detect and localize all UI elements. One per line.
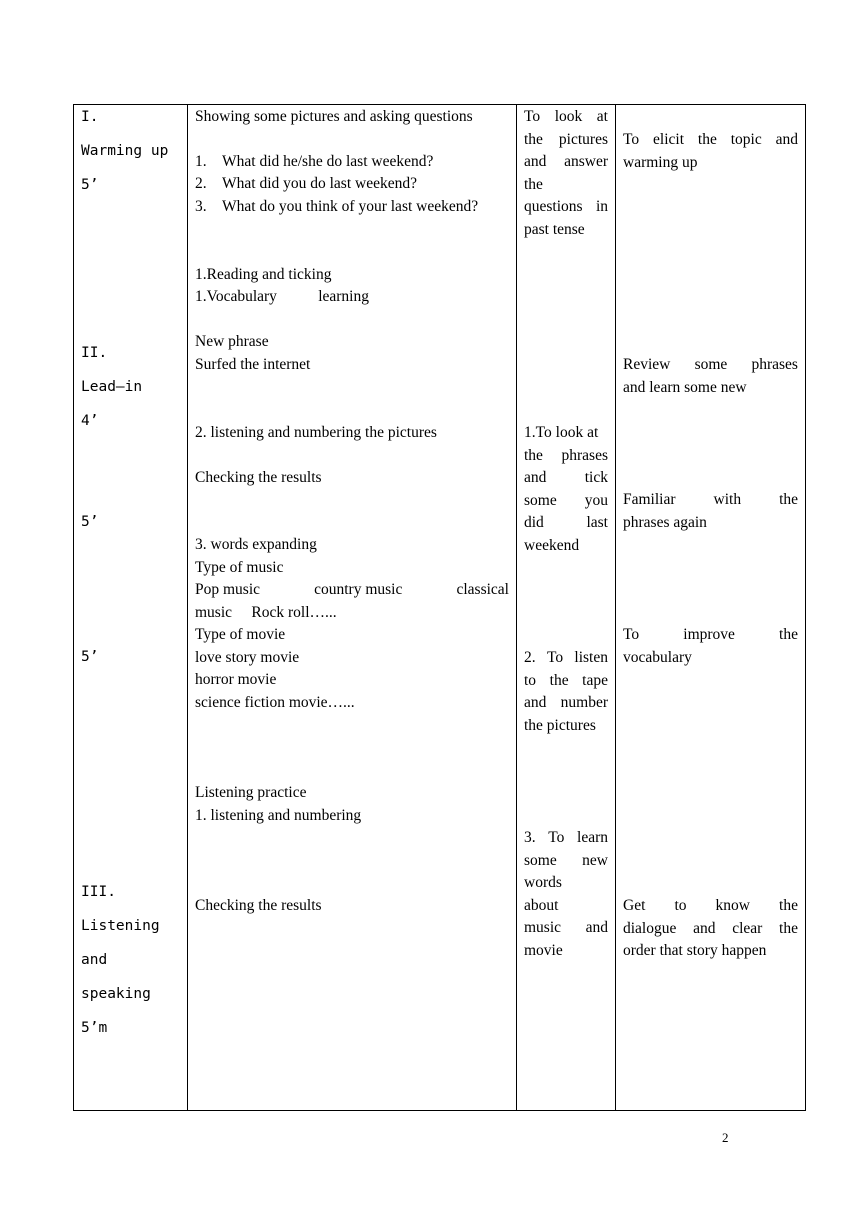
student-line-word: answer <box>564 153 608 170</box>
stage-number: I. <box>81 109 99 125</box>
purpose-line <box>623 512 798 535</box>
purpose-line-word: topic <box>730 131 762 148</box>
activity-item: New phrase <box>195 333 269 350</box>
purpose-line <box>623 129 798 152</box>
purpose-line-word: know <box>715 897 750 914</box>
activity-item: Type of movie <box>195 626 286 643</box>
student-line-word: some <box>524 851 557 869</box>
purpose-line-word: phrases again <box>623 513 707 531</box>
student-line <box>524 895 608 918</box>
student-line-word: and <box>524 694 547 711</box>
student-line <box>524 827 608 850</box>
activity-word: classical <box>456 581 509 598</box>
student-line <box>524 917 608 940</box>
purpose-line-word: and <box>693 919 716 937</box>
student-line <box>524 872 608 895</box>
activity-word: 1.Vocabulary <box>195 288 277 305</box>
student-line <box>524 445 608 468</box>
question-item: What do you think of your last weekend? <box>222 198 479 215</box>
activity-word: country music <box>314 581 403 598</box>
student-line-word: number <box>560 694 608 711</box>
student-line-word: the <box>524 446 543 464</box>
student-line-word: words <box>524 874 562 891</box>
stage-time: 5’ <box>81 649 99 665</box>
student-line <box>524 151 608 174</box>
column-divider <box>187 105 188 1110</box>
activity-item: love story movie <box>195 649 300 666</box>
student-line <box>524 219 608 242</box>
student-line <box>524 940 608 963</box>
purpose-line <box>623 647 798 670</box>
purpose-line-word: the <box>779 897 798 914</box>
student-line <box>524 129 608 152</box>
student-line <box>524 196 608 219</box>
stage-label: Listening <box>81 918 160 934</box>
purpose-line-word: To <box>623 626 640 643</box>
stage-time: 5’ <box>81 177 99 193</box>
purpose-line-word: the <box>779 626 798 643</box>
purpose-line <box>623 489 798 512</box>
student-line-word: 1.To look at <box>524 424 599 441</box>
stage-number: III. <box>81 884 116 900</box>
student-line <box>524 715 608 738</box>
student-line <box>524 174 608 197</box>
purpose-line-word: Familiar <box>623 491 676 508</box>
purpose-line-word: the <box>779 919 798 937</box>
purpose-line-word: warming up <box>623 153 698 171</box>
purpose-line-word: order that story happen <box>623 942 767 959</box>
activity-item: horror movie <box>195 671 277 688</box>
purpose-line-word: dialogue <box>623 919 677 937</box>
stage-number: II. <box>81 345 108 361</box>
purpose-line-word: some <box>694 356 728 373</box>
purpose-line <box>623 918 798 941</box>
question-number: 3. <box>195 198 207 215</box>
purpose-line-word: phrases <box>751 356 798 373</box>
purpose-line-word: improve <box>683 626 735 643</box>
student-line-word: to <box>524 671 537 689</box>
purpose-line-word: and <box>775 131 798 148</box>
student-line-word: 3. <box>524 829 536 846</box>
column-divider <box>516 105 517 1110</box>
question-item: What did you do last weekend? <box>222 175 417 192</box>
page-number: 2 <box>722 1130 729 1145</box>
activity-intro: Showing some pictures and asking questions <box>195 108 473 125</box>
stage-label: Lead—in <box>81 379 143 395</box>
question-item: What did he/she do last weekend? <box>222 153 434 170</box>
student-line-word: at <box>596 108 608 125</box>
question-number: 2. <box>195 175 207 192</box>
purpose-line-word: the <box>779 491 798 508</box>
student-line-word: the <box>524 130 543 148</box>
activity-item: Checking the results <box>195 469 322 486</box>
purpose-line-word: with <box>713 491 742 508</box>
activity-item: Type of music <box>195 559 284 576</box>
column-divider <box>615 105 616 1110</box>
student-line-word: about <box>524 896 559 914</box>
purpose-line <box>623 895 798 918</box>
student-line <box>524 670 608 693</box>
student-line-word: movie <box>524 941 563 959</box>
purpose-line-word: elicit <box>653 131 685 148</box>
student-line <box>524 467 608 490</box>
activity-item: 3. words expanding <box>195 536 317 553</box>
student-line-word: phrases <box>561 446 608 464</box>
activity-item: 1.Reading and ticking <box>195 266 332 283</box>
student-line-word: past tense <box>524 220 585 238</box>
purpose-line-word: the <box>697 131 717 148</box>
student-line-word: last <box>586 514 608 531</box>
student-line <box>524 535 608 558</box>
student-line <box>524 106 608 129</box>
student-line-word: learn <box>577 829 608 846</box>
student-line-word: To <box>546 649 564 666</box>
purpose-line <box>623 377 798 400</box>
student-line-word: listen <box>574 649 608 666</box>
stage-label: speaking <box>81 986 151 1002</box>
student-line <box>524 422 608 445</box>
student-line-word: pictures <box>558 130 608 148</box>
activity-item: 2. listening and numbering the pictures <box>195 424 437 441</box>
student-line <box>524 850 608 873</box>
student-line-word: in <box>595 198 608 215</box>
student-line-word: you <box>584 491 608 509</box>
purpose-line <box>623 152 798 175</box>
activity-word: learning <box>318 288 369 305</box>
activity-item: music Rock roll…... <box>195 604 337 621</box>
student-line-word: To <box>524 108 541 125</box>
student-line-word: To <box>548 829 565 846</box>
student-line-word: weekend <box>524 536 580 554</box>
purpose-line-word: Get <box>623 897 646 914</box>
purpose-line-word: to <box>674 897 687 914</box>
purpose-line-word: and learn some new <box>623 378 747 396</box>
stage-time: 5’ <box>81 514 99 530</box>
student-line-word: tick <box>584 469 608 486</box>
student-line-word: the <box>524 175 543 193</box>
purpose-line-word: clear <box>732 919 763 937</box>
purpose-line-word: vocabulary <box>623 648 692 666</box>
activity-item: 1. listening and numbering <box>195 807 362 824</box>
student-line-word: did <box>524 514 544 531</box>
activity-item: Checking the results <box>195 897 322 914</box>
purpose-line <box>623 624 798 647</box>
student-line-word: some <box>524 491 557 509</box>
student-line <box>524 647 608 670</box>
stage-label: and <box>81 952 108 968</box>
activity-item: science fiction movie…... <box>195 694 355 711</box>
activity-item: Listening practice <box>195 784 307 801</box>
purpose-line <box>623 354 798 377</box>
student-line-word: questions <box>524 198 583 215</box>
stage-label: Warming up <box>81 143 169 159</box>
student-line <box>524 692 608 715</box>
student-line-word: the pictures <box>524 716 596 734</box>
activity-item <box>195 286 369 309</box>
student-line-word: new <box>582 851 608 869</box>
student-line-word: and <box>524 469 547 486</box>
activity-item <box>195 579 509 602</box>
student-line-word: and <box>585 919 608 936</box>
purpose-line-word: To <box>623 131 640 148</box>
student-line-word: the <box>549 671 569 689</box>
student-line-word: music <box>524 919 562 936</box>
stage-time: 5’m <box>81 1020 108 1036</box>
student-line-word: tape <box>582 671 608 689</box>
purpose-line <box>623 940 798 963</box>
student-line-word: 2. <box>524 649 536 666</box>
student-line <box>524 490 608 513</box>
activity-word: Pop music <box>195 581 261 598</box>
stage-time: 4’ <box>81 413 99 429</box>
student-line-word: look <box>554 108 583 125</box>
student-line-word: and <box>524 153 547 170</box>
student-line <box>524 512 608 535</box>
purpose-line-word: Review <box>623 356 671 373</box>
question-number: 1. <box>195 153 207 170</box>
activity-item: Surfed the internet <box>195 356 311 373</box>
